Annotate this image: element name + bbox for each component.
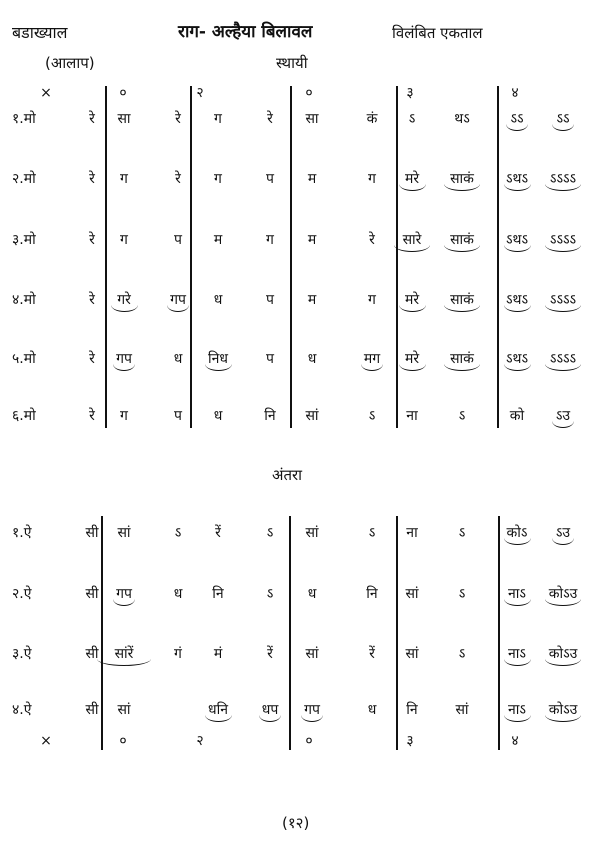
sthayi-note: साकं xyxy=(450,171,474,187)
sthayi-note: रे xyxy=(89,292,95,308)
barline xyxy=(101,516,103,750)
sthayi-row-label: ५.मो xyxy=(12,351,36,367)
sthayi-note: ग xyxy=(266,232,274,248)
antara-note: ध xyxy=(367,702,377,718)
antara-note: ऽउ xyxy=(555,525,571,541)
antara-note: कोऽउ xyxy=(548,586,578,602)
sthayi-note: ऽथऽ xyxy=(505,232,529,248)
sthayi-note: ग xyxy=(214,111,222,127)
antara-note: सी xyxy=(85,525,99,541)
sthayi-note: ऽऽऽऽ xyxy=(549,351,577,367)
sthayi-note: साकं xyxy=(450,292,474,308)
sthayi-note: सारे xyxy=(402,232,422,248)
sthayi-note: ऽऽ xyxy=(510,111,524,127)
antara-note: सांरें xyxy=(114,646,134,662)
sthayi-note: सा xyxy=(305,111,319,127)
tala-mark: २ xyxy=(196,733,204,749)
tala-mark: ४ xyxy=(511,85,519,101)
sthayi-note: ऽऽऽऽ xyxy=(549,232,577,248)
antara-note: मं xyxy=(213,646,223,662)
sthayi-note: ध xyxy=(173,351,183,367)
tala-mark: × xyxy=(40,85,52,101)
sthayi-note: ध xyxy=(213,292,223,308)
slur-mark xyxy=(205,364,232,371)
antara-note: गं xyxy=(174,646,182,662)
sthayi-note: थऽ xyxy=(454,111,470,127)
sthayi-note: ऽऽऽऽ xyxy=(549,292,577,308)
antara-row-label: ४.ऐ xyxy=(12,702,32,718)
sthayi-note: कं xyxy=(366,111,378,127)
sthayi-note: सां xyxy=(305,408,319,424)
slur-mark xyxy=(113,599,135,606)
slur-mark xyxy=(552,421,574,428)
sthayi-note: गरे xyxy=(117,292,131,308)
antara-note: ऽ xyxy=(174,525,182,541)
sthayi-note: सा xyxy=(117,111,131,127)
antara-note: नाऽ xyxy=(508,586,526,602)
tala-label: विलंबित एकताल xyxy=(392,24,483,42)
sthayi-note: रे xyxy=(89,351,95,367)
antara-note: सां xyxy=(117,702,131,718)
slur-mark xyxy=(444,364,480,371)
sthayi-note: ऽऽऽऽ xyxy=(549,171,577,187)
slur-mark xyxy=(361,364,383,371)
antara-note: कोऽ xyxy=(506,525,528,541)
antara-note: ऽ xyxy=(458,646,466,662)
sthayi-note: ऽथऽ xyxy=(505,351,529,367)
tala-mark: ० xyxy=(119,85,127,101)
sthayi-note: मरे xyxy=(404,171,420,187)
barline xyxy=(396,516,398,750)
antara-note: नि xyxy=(366,586,378,602)
sthayi-note: प xyxy=(174,232,182,248)
sthayi-row-label: १.मो xyxy=(12,111,36,127)
barline xyxy=(190,86,192,428)
antara-note: धनि xyxy=(207,702,229,718)
antara-note: सी xyxy=(85,586,99,602)
sthayi-note: रे xyxy=(175,171,181,187)
barline xyxy=(105,86,107,428)
antara-note: नाऽ xyxy=(508,646,526,662)
tala-mark: ३ xyxy=(406,733,414,749)
sthayi-note: प xyxy=(266,171,274,187)
antara-note: नि xyxy=(212,586,224,602)
slur-mark xyxy=(205,715,232,722)
sthayi-note: ग xyxy=(368,292,376,308)
sthayi-note: गप xyxy=(170,292,186,308)
slur-mark xyxy=(504,538,531,545)
slur-mark xyxy=(504,659,531,666)
sthayi-note: निध xyxy=(207,351,229,367)
sthayi-note: ऽऽ xyxy=(556,111,570,127)
antara-note: रें xyxy=(369,646,375,662)
slur-mark xyxy=(167,305,189,312)
raag-title: राग- अल्हैया बिलावल xyxy=(178,22,313,42)
slur-mark xyxy=(545,184,581,191)
slur-mark xyxy=(399,305,426,312)
slur-mark xyxy=(504,364,531,371)
sthayi-note: रे xyxy=(89,232,95,248)
tala-mark: २ xyxy=(196,85,204,101)
slur-mark xyxy=(504,305,531,312)
slur-mark xyxy=(444,245,480,252)
antara-note: कोऽउ xyxy=(548,702,578,718)
antara-note: ना xyxy=(406,525,418,541)
slur-mark xyxy=(545,599,581,606)
sthayi-note: प xyxy=(174,408,182,424)
antara-note: सां xyxy=(405,586,419,602)
sthayi-note: ऽ xyxy=(368,408,376,424)
sthayi-note: ना xyxy=(406,408,418,424)
antara-note: ऽ xyxy=(368,525,376,541)
sthayi-note: गप xyxy=(116,351,132,367)
barline xyxy=(497,86,499,428)
sthayi-note: म xyxy=(307,232,317,248)
slur-mark xyxy=(552,538,574,545)
antara-note: सी xyxy=(85,702,99,718)
barline xyxy=(396,86,398,428)
slur-mark xyxy=(111,305,138,312)
slur-mark xyxy=(504,184,531,191)
tala-mark: ० xyxy=(119,733,127,749)
antara-note: ऽ xyxy=(266,586,274,602)
sthayi-note: रे xyxy=(89,111,95,127)
antara-note: गप xyxy=(116,586,132,602)
sthayi-note: म xyxy=(213,232,223,248)
barline xyxy=(498,516,500,750)
sthayi-note: को xyxy=(509,408,525,424)
slur-mark xyxy=(552,124,574,131)
slur-mark xyxy=(504,245,531,252)
antara-note: ऽ xyxy=(458,525,466,541)
slur-mark xyxy=(504,715,531,722)
antara-note: ऽ xyxy=(458,586,466,602)
sthayi-note: ग xyxy=(214,171,222,187)
antara-note: नि xyxy=(406,702,418,718)
antara-note: ध xyxy=(307,586,317,602)
sthayi-row-label: ३.मो xyxy=(12,232,36,248)
antara-note: ऽ xyxy=(266,525,274,541)
antara-heading: अंतरा xyxy=(272,466,303,484)
page-number: (१२) xyxy=(282,814,310,832)
sthayi-note: नि xyxy=(264,408,276,424)
sthayi-row-label: २.मो xyxy=(12,171,36,187)
tala-mark: ४ xyxy=(511,733,519,749)
antara-note: नाऽ xyxy=(508,702,526,718)
sthayi-note: मरे xyxy=(404,292,420,308)
slur-mark xyxy=(444,305,480,312)
sthayi-note: ग xyxy=(120,408,128,424)
slur-mark xyxy=(545,305,581,312)
slur-mark xyxy=(301,715,323,722)
sthayi-row-label: ४.मो xyxy=(12,292,36,308)
sthayi-note: प xyxy=(266,351,274,367)
tala-mark: ० xyxy=(305,733,313,749)
tala-mark: × xyxy=(40,733,52,749)
sthayi-note: साकं xyxy=(450,351,474,367)
sthayi-note: रे xyxy=(267,111,273,127)
antara-note: ध xyxy=(173,586,183,602)
sthayi-note: ऽथऽ xyxy=(505,171,529,187)
antara-note: कोऽउ xyxy=(548,646,578,662)
antara-note: सां xyxy=(305,646,319,662)
slur-mark xyxy=(504,599,531,606)
antara-note: सां xyxy=(405,646,419,662)
sthayi-note: प xyxy=(266,292,274,308)
antara-row-label: १.ऐ xyxy=(12,525,32,541)
slur-mark xyxy=(545,364,581,371)
style-label: बडाख्याल xyxy=(12,23,68,42)
sthayi-note: ऽउ xyxy=(555,408,571,424)
antara-note: रें xyxy=(267,646,273,662)
antara-note: गप xyxy=(304,702,320,718)
slur-mark xyxy=(394,245,430,252)
antara-note: सां xyxy=(117,525,131,541)
sthayi-note: रे xyxy=(175,111,181,127)
slur-mark xyxy=(259,715,281,722)
sthayi-heading: स्थायी xyxy=(276,54,308,72)
slur-mark xyxy=(444,184,480,191)
tala-mark: ३ xyxy=(406,85,414,101)
sthayi-note: रे xyxy=(89,171,95,187)
sthayi-note: मरे xyxy=(404,351,420,367)
sthayi-note: ध xyxy=(213,408,223,424)
sthayi-note: ध xyxy=(307,351,317,367)
slur-mark xyxy=(545,659,581,666)
slur-mark xyxy=(399,184,426,191)
barline xyxy=(289,516,291,750)
alaap-label: (आलाप) xyxy=(45,54,95,72)
sthayi-note: मग xyxy=(363,351,381,367)
sthayi-note: रे xyxy=(369,232,375,248)
sthayi-note: ऽ xyxy=(458,408,466,424)
slur-mark xyxy=(545,245,581,252)
tala-mark: ० xyxy=(305,85,313,101)
antara-note: धप xyxy=(261,702,279,718)
barline xyxy=(290,86,292,428)
slur-mark xyxy=(399,364,426,371)
sthayi-note: रे xyxy=(89,408,95,424)
slur-mark xyxy=(113,364,135,371)
slur-mark xyxy=(545,715,581,722)
sthayi-row-label: ६.मो xyxy=(12,408,36,424)
sthayi-note: ग xyxy=(120,232,128,248)
antara-row-label: ३.ऐ xyxy=(12,646,32,662)
slur-mark xyxy=(97,659,151,666)
sthayi-note: म xyxy=(307,292,317,308)
slur-mark xyxy=(506,124,528,131)
antara-note: सां xyxy=(305,525,319,541)
antara-row-label: २.ऐ xyxy=(12,586,32,602)
sthayi-note: ग xyxy=(120,171,128,187)
sthayi-note: ऽ xyxy=(408,111,416,127)
antara-note: सां xyxy=(455,702,469,718)
antara-note: रें xyxy=(215,525,221,541)
sthayi-note: साकं xyxy=(450,232,474,248)
sthayi-note: ग xyxy=(368,171,376,187)
sthayi-note: म xyxy=(307,171,317,187)
sthayi-note: ऽथऽ xyxy=(505,292,529,308)
antara-note: सी xyxy=(85,646,99,662)
